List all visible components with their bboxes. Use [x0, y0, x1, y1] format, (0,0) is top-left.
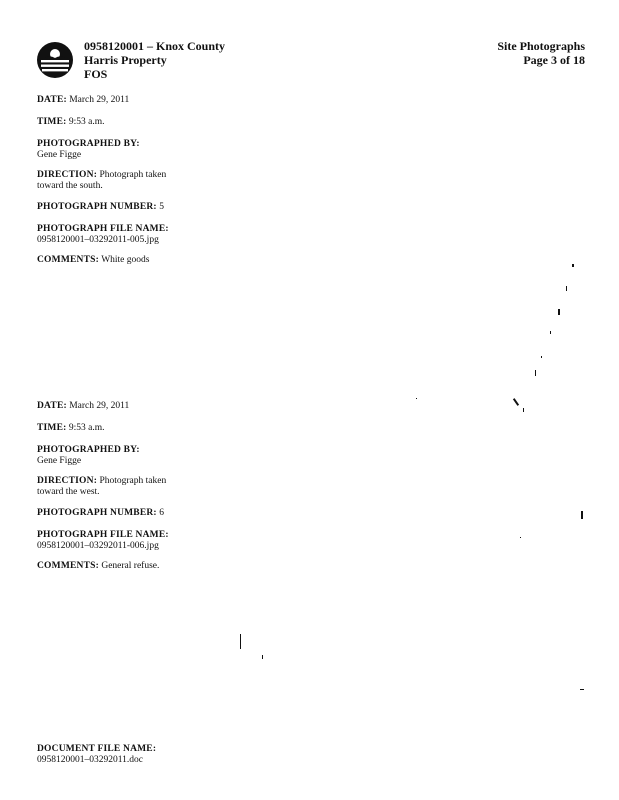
time-field: TIME: 9:53 a.m.	[37, 117, 105, 127]
page-number: Page 3 of 18	[523, 53, 585, 67]
date-field: DATE: March 29, 2011	[37, 401, 130, 411]
scan-speck	[262, 655, 263, 659]
document-file-field: DOCUMENT FILE NAME: 0958120001–03292011.doc	[37, 744, 157, 765]
photo-file-field: PHOTOGRAPH FILE NAME: 0958120001–03292011-005.jpg	[37, 224, 169, 245]
header-program: FOS	[84, 67, 108, 81]
scan-speck	[580, 689, 584, 690]
date-field: DATE: March 29, 2011	[37, 95, 130, 105]
scan-speck	[416, 398, 417, 399]
direction-field: DIRECTION: Photograph taken toward the west.	[37, 476, 167, 497]
scan-speck	[550, 331, 551, 334]
photo-record-2	[37, 401, 257, 572]
photo-record-1	[37, 95, 257, 266]
scan-speck	[541, 356, 542, 358]
photo-file-field: PHOTOGRAPH FILE NAME: 0958120001–03292011-006.jpg	[37, 530, 169, 551]
scan-speck	[572, 264, 574, 267]
scan-speck	[513, 398, 519, 406]
section-title: Site Photographs	[497, 39, 585, 53]
scan-speck	[566, 286, 567, 291]
photo-number-field: PHOTOGRAPH NUMBER: 6	[37, 508, 164, 518]
document-header	[84, 39, 225, 81]
header-project-id: 0958120001 – Knox County	[84, 39, 226, 53]
photographer-field: PHOTOGRAPHED BY: Gene Figge	[37, 139, 140, 160]
comments-field: COMMENTS: General refuse.	[37, 561, 160, 571]
scan-speck	[535, 370, 536, 376]
direction-field: DIRECTION: Photograph taken toward the south.	[37, 170, 167, 191]
header-property: Harris Property	[84, 53, 167, 67]
scan-speck	[581, 511, 583, 519]
document-footer	[37, 744, 257, 766]
photographer-field: PHOTOGRAPHED BY: Gene Figge	[37, 445, 140, 466]
comments-field: COMMENTS: White goods	[37, 255, 150, 265]
photo-number-field: PHOTOGRAPH NUMBER: 5	[37, 202, 164, 212]
page-heading	[497, 39, 585, 67]
time-field: TIME: 9:53 a.m.	[37, 423, 105, 433]
agency-logo-icon	[36, 41, 74, 79]
scan-speck	[520, 537, 521, 538]
scan-speck	[523, 408, 524, 412]
scan-speck	[558, 309, 560, 315]
scan-speck	[240, 634, 241, 649]
